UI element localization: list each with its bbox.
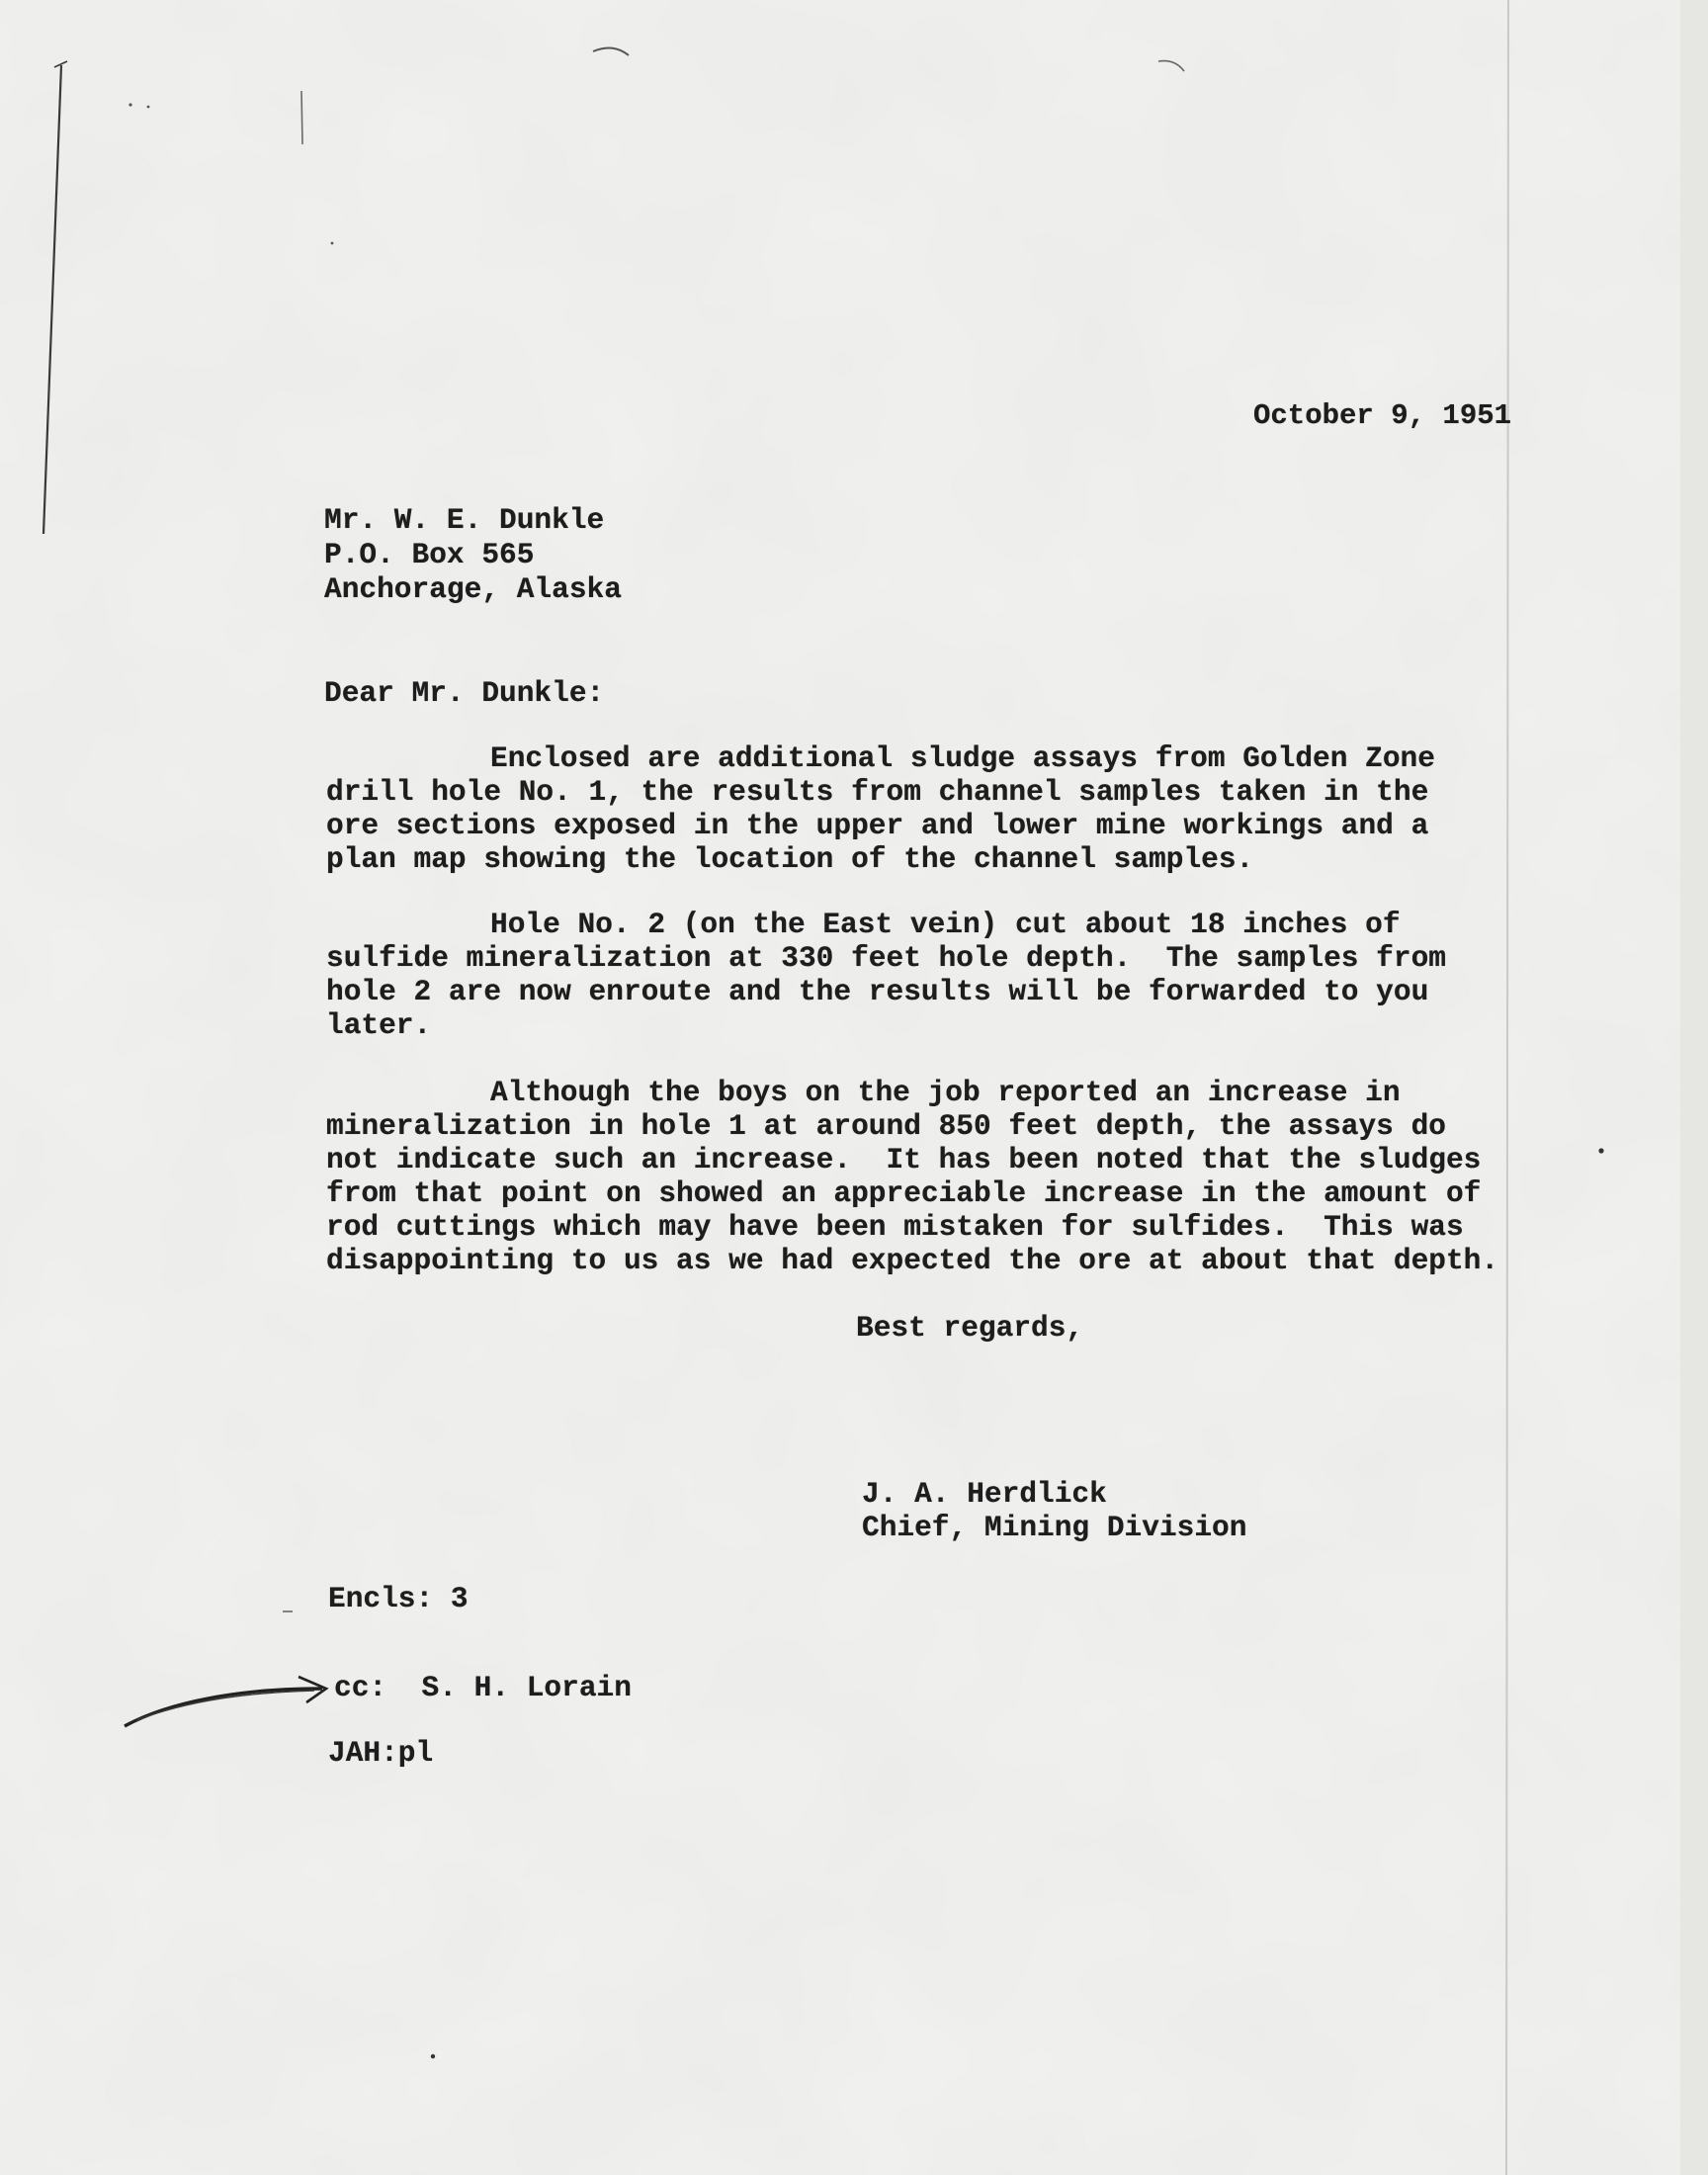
paragraph-3-line-1: Although the boys on the job reported an increase in [490, 1076, 1401, 1109]
paragraph-3-line-3: not indicate such an increase. It has been noted that the sludges [326, 1143, 1482, 1176]
paragraph-1-line-3: ore sections exposed in the upper and lower mine workings and a [326, 809, 1429, 842]
signer-name: J. A. Herdlick [862, 1477, 1107, 1511]
paragraph-1-line-4: plan map showing the location of the channel samples. [326, 842, 1254, 876]
paragraph-1-line-2: drill hole No. 1, the results from channel samples taken in the [326, 775, 1429, 809]
paragraph-2-line-1: Hole No. 2 (on the East vein) cut about 18 inches of [490, 908, 1401, 941]
paragraph-2-line-4: later. [326, 1008, 432, 1042]
letter-date: October 9, 1951 [1253, 399, 1512, 432]
paragraph-1-line-1: Enclosed are additional sludge assays from Golden Zone [490, 741, 1435, 775]
paragraph-3-line-4: from that point on showed an appreciable increase in the amount of [326, 1176, 1482, 1210]
paragraph-3-line-5: rod cuttings which may have been mistaken for sulfides. This was [326, 1210, 1464, 1244]
recipient-address-line-1: P.O. Box 565 [324, 538, 535, 571]
recipient-address-line-2: Anchorage, Alaska [324, 572, 622, 606]
reference-initials: JAH:pl [328, 1736, 434, 1770]
paragraph-3-line-6: disappointing to us as we had expected the ore at about that depth. [326, 1244, 1499, 1277]
closing: Best regards, [856, 1311, 1084, 1345]
paragraph-3-line-2: mineralization in hole 1 at around 850 feet depth, the assays do [326, 1109, 1446, 1143]
paragraph-2-line-3: hole 2 are now enroute and the results will be forwarded to you [326, 975, 1429, 1008]
enclosures: Encls: 3 [328, 1582, 469, 1615]
signer-title: Chief, Mining Division [862, 1511, 1247, 1544]
cc-line: cc: S. H. Lorain [334, 1671, 632, 1704]
recipient-name: Mr. W. E. Dunkle [324, 503, 605, 537]
salutation: Dear Mr. Dunkle: [324, 676, 605, 710]
paragraph-2-line-2: sulfide mineralization at 330 feet hole depth. The samples from [326, 941, 1446, 975]
